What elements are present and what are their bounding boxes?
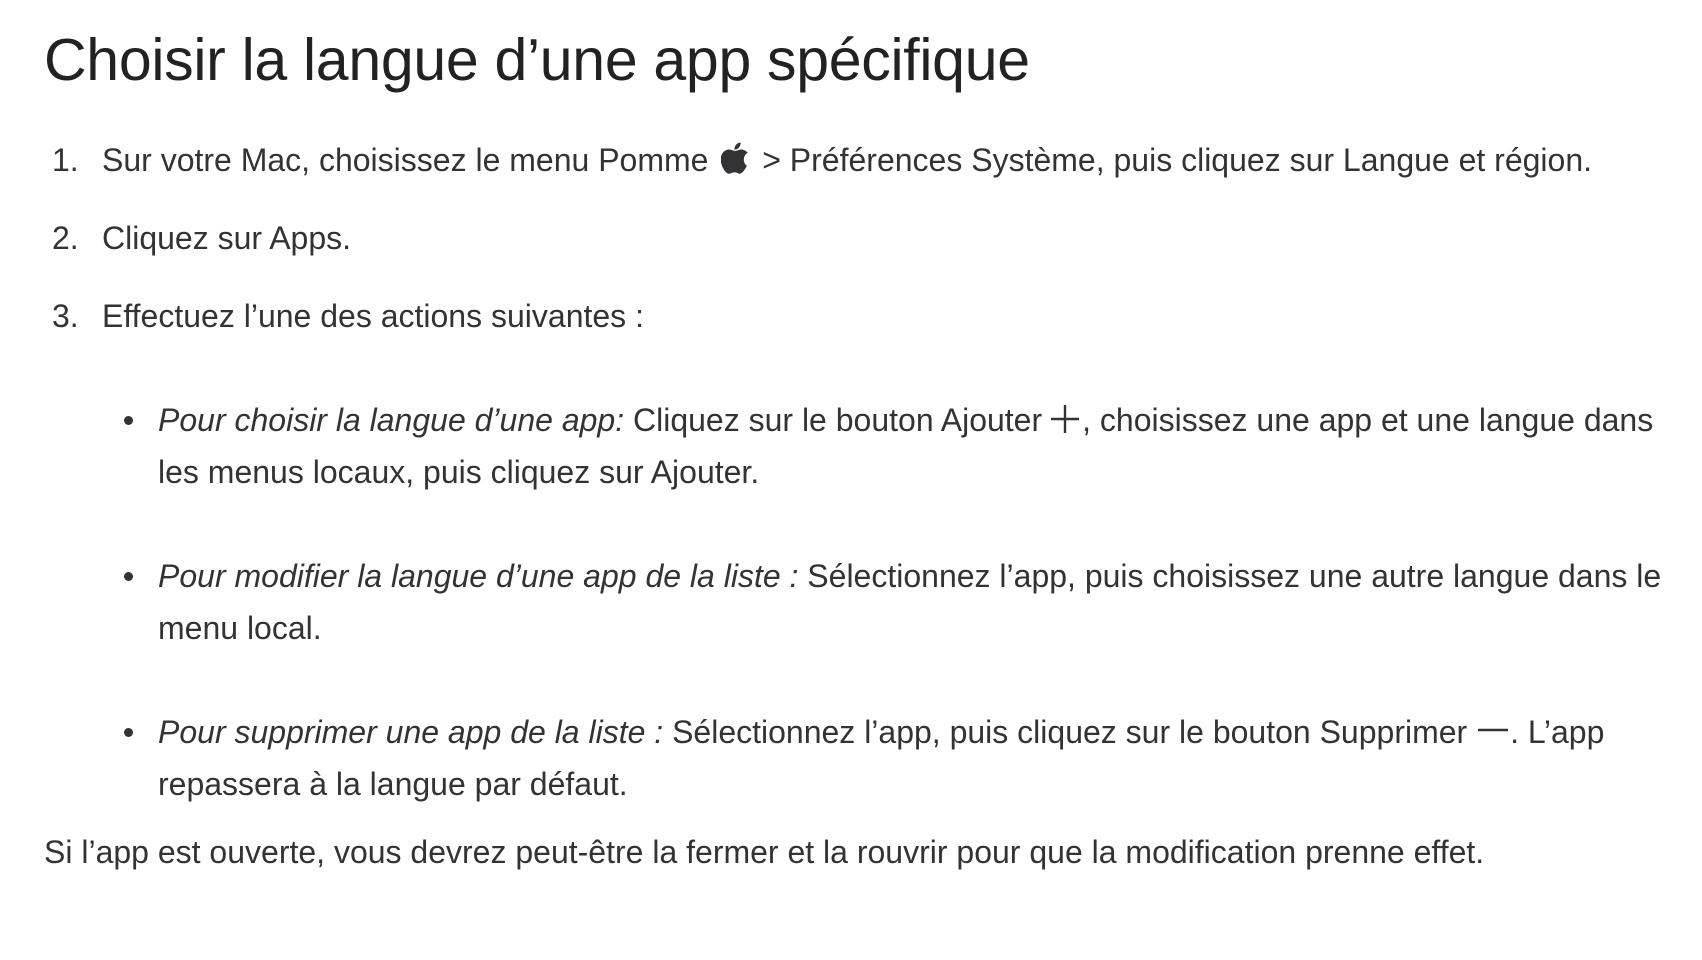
step-number: 2. [52, 220, 79, 256]
option-label: Pour choisir la langue d’une app: [158, 402, 625, 438]
step-1 [44, 134, 1664, 186]
step-3 [44, 290, 1664, 810]
options-list [102, 394, 1664, 810]
minus-icon [1476, 727, 1510, 733]
step-2 [44, 212, 1664, 264]
bullet-icon [124, 728, 133, 737]
plus-icon [1048, 402, 1082, 436]
step-number: 1. [52, 142, 79, 178]
option-remove-app [102, 706, 1664, 810]
option-text-continued: . L’app repassera à la langue par défaut. [158, 714, 1605, 802]
option-text: Sélectionnez l’app, puis choisissez une autre langue dans le menu local. [158, 558, 1662, 646]
option-add-language [102, 394, 1664, 498]
option-modify-language [102, 550, 1664, 654]
step-text: Cliquez sur Apps. [102, 220, 352, 256]
closing-note: Si l’app est ouverte, vous devrez peut-être la fermer et la rouvrir pour que la modification prenne effet. [44, 834, 1485, 870]
step-number: 3. [52, 298, 79, 334]
option-label: Pour modifier la langue d’une app de la liste : [158, 558, 799, 594]
article [44, 22, 1664, 878]
step-text: Sur votre Mac, choisissez le menu Pomme [102, 142, 709, 178]
steps-list [44, 134, 1664, 810]
option-label: Pour supprimer une app de la liste : [158, 714, 664, 750]
option-text: Cliquez sur le bouton Ajouter [624, 402, 1043, 438]
option-text-continued: , choisissez une app et une langue dans les menus locaux, puis cliquez sur Ajouter. [158, 402, 1654, 490]
page-title: Choisir la langue d’une app spécifique [44, 27, 1030, 93]
step-text-continued: > Préférences Système, puis cliquez sur Langue et région. [762, 142, 1593, 178]
option-text: Sélectionnez l’app, puis cliquez sur le bouton Supprimer [663, 714, 1477, 750]
bullet-icon [124, 572, 133, 581]
step-text: Effectuez l’une des actions suivantes : [102, 298, 644, 334]
bullet-icon [124, 416, 133, 425]
apple-icon [721, 142, 749, 174]
